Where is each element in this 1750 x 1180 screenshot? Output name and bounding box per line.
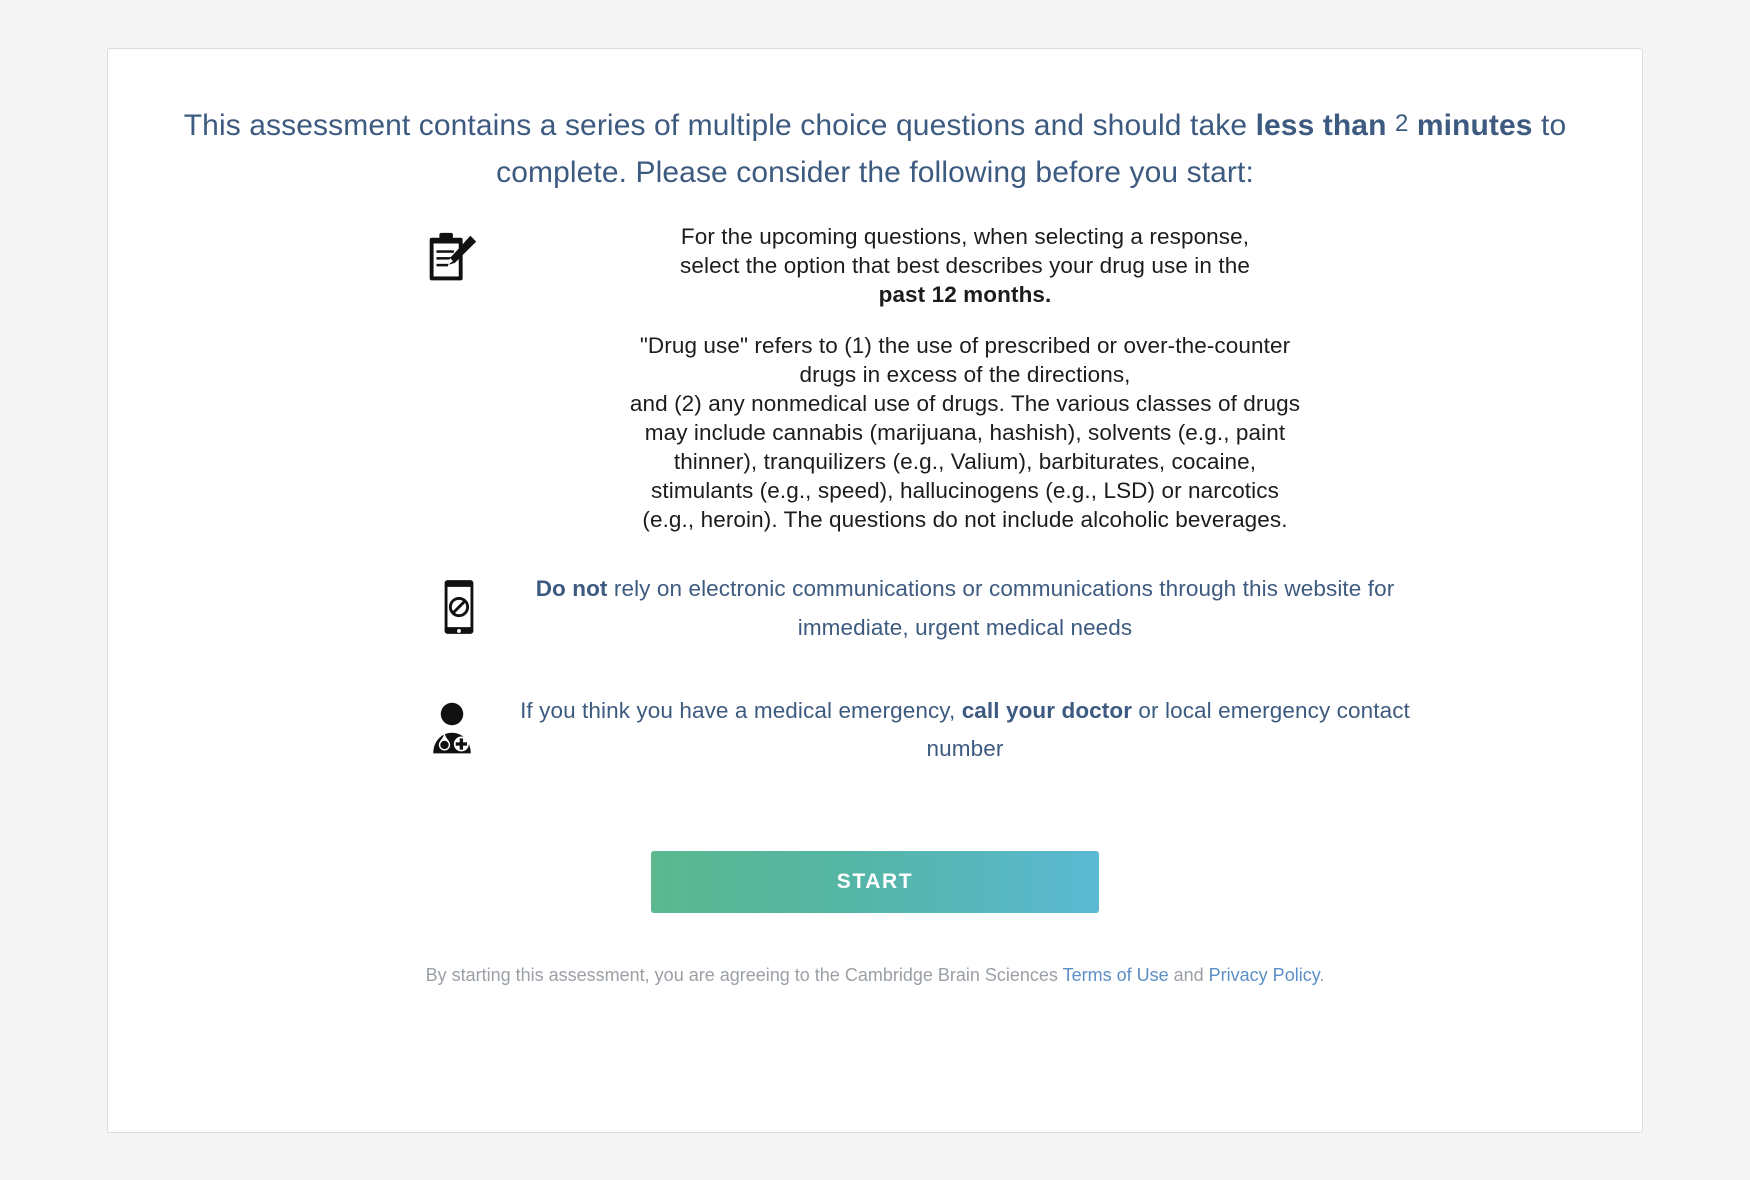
instruction-line-2: select the option that best describes your drug use in the bbox=[680, 253, 1250, 279]
start-button[interactable]: START bbox=[651, 851, 1099, 913]
heading-part-1: This assessment contains a series of multiple choice questions and should take bbox=[183, 109, 1256, 142]
definition-line-5: thinner), tranquilizers (e.g., Valium), barbiturates, cocaine, bbox=[673, 449, 1257, 475]
heading-bold-minutes: minutes bbox=[1416, 109, 1533, 142]
electronic-communications-body: rely on electronic communications or communications through this website for immediate, urgent medical needs bbox=[607, 576, 1395, 640]
medical-emergency-text bbox=[508, 692, 1422, 769]
legal-prefix: By starting this assessment, you are agreeing to the Cambridge Brain Sciences bbox=[425, 964, 1063, 985]
icon-column bbox=[178, 692, 508, 760]
info-items-list bbox=[178, 222, 1572, 769]
do-not-bold: Do not bbox=[535, 576, 608, 602]
definition-line-1: "Drug use" refers to (1) the use of prescribed or over-the-counter bbox=[639, 333, 1291, 359]
call-your-doctor-bold: call your doctor bbox=[961, 697, 1133, 723]
electronic-communications-text bbox=[508, 570, 1422, 647]
terms-of-use-link[interactable]: Terms of Use bbox=[1062, 964, 1169, 985]
emergency-lead-text: If you think you have a medical emergency, bbox=[520, 697, 962, 723]
legal-conjunction: and bbox=[1168, 964, 1209, 985]
icon-column bbox=[178, 222, 508, 290]
list-item-electronic-communications bbox=[178, 570, 1572, 647]
definition-line-7: (e.g., heroin). The questions do not include alcoholic beverages. bbox=[642, 507, 1288, 533]
clipboard-pencil-icon bbox=[420, 228, 482, 290]
legal-disclaimer bbox=[425, 961, 1325, 990]
instruction-line-1: For the upcoming questions, when selecting a response, bbox=[680, 224, 1250, 249]
emergency-tail-text: or local emergency contact number bbox=[926, 697, 1410, 762]
text-column bbox=[508, 222, 1572, 534]
instruction-bold-timeframe: past 12 months. bbox=[878, 282, 1052, 308]
icon-column bbox=[178, 570, 508, 638]
page-title bbox=[178, 103, 1572, 196]
doctor-icon bbox=[422, 698, 482, 760]
start-button-row bbox=[178, 851, 1572, 913]
paragraph-definition bbox=[508, 331, 1422, 534]
phone-no-signal-icon bbox=[436, 576, 482, 638]
heading-part-2: to complete. Please consider the following before you start: bbox=[496, 109, 1567, 189]
heading-superscript-2: 2 bbox=[1394, 110, 1409, 137]
definition-line-2: drugs in excess of the directions, bbox=[799, 362, 1131, 388]
text-column bbox=[508, 570, 1572, 647]
definition-line-6: stimulants (e.g., speed), hallucinogens (e.g., LSD) or narcotics bbox=[651, 478, 1279, 504]
paragraph-instruction bbox=[508, 222, 1422, 309]
drug-use-body-text bbox=[508, 222, 1422, 534]
text-column bbox=[508, 692, 1572, 769]
definition-line-3: and (2) any nonmedical use of drugs. The various classes of drugs bbox=[629, 391, 1301, 417]
list-item-medical-emergency bbox=[178, 692, 1572, 769]
assessment-intro-card bbox=[107, 48, 1643, 1133]
privacy-policy-link[interactable]: Privacy Policy bbox=[1208, 964, 1320, 985]
legal-suffix: . bbox=[1319, 964, 1325, 985]
list-item-drug-use-definition bbox=[178, 222, 1572, 534]
definition-line-4: may include cannabis (marijuana, hashish), solvents (e.g., paint bbox=[644, 420, 1286, 446]
heading-bold-less-than: less than bbox=[1255, 109, 1395, 142]
